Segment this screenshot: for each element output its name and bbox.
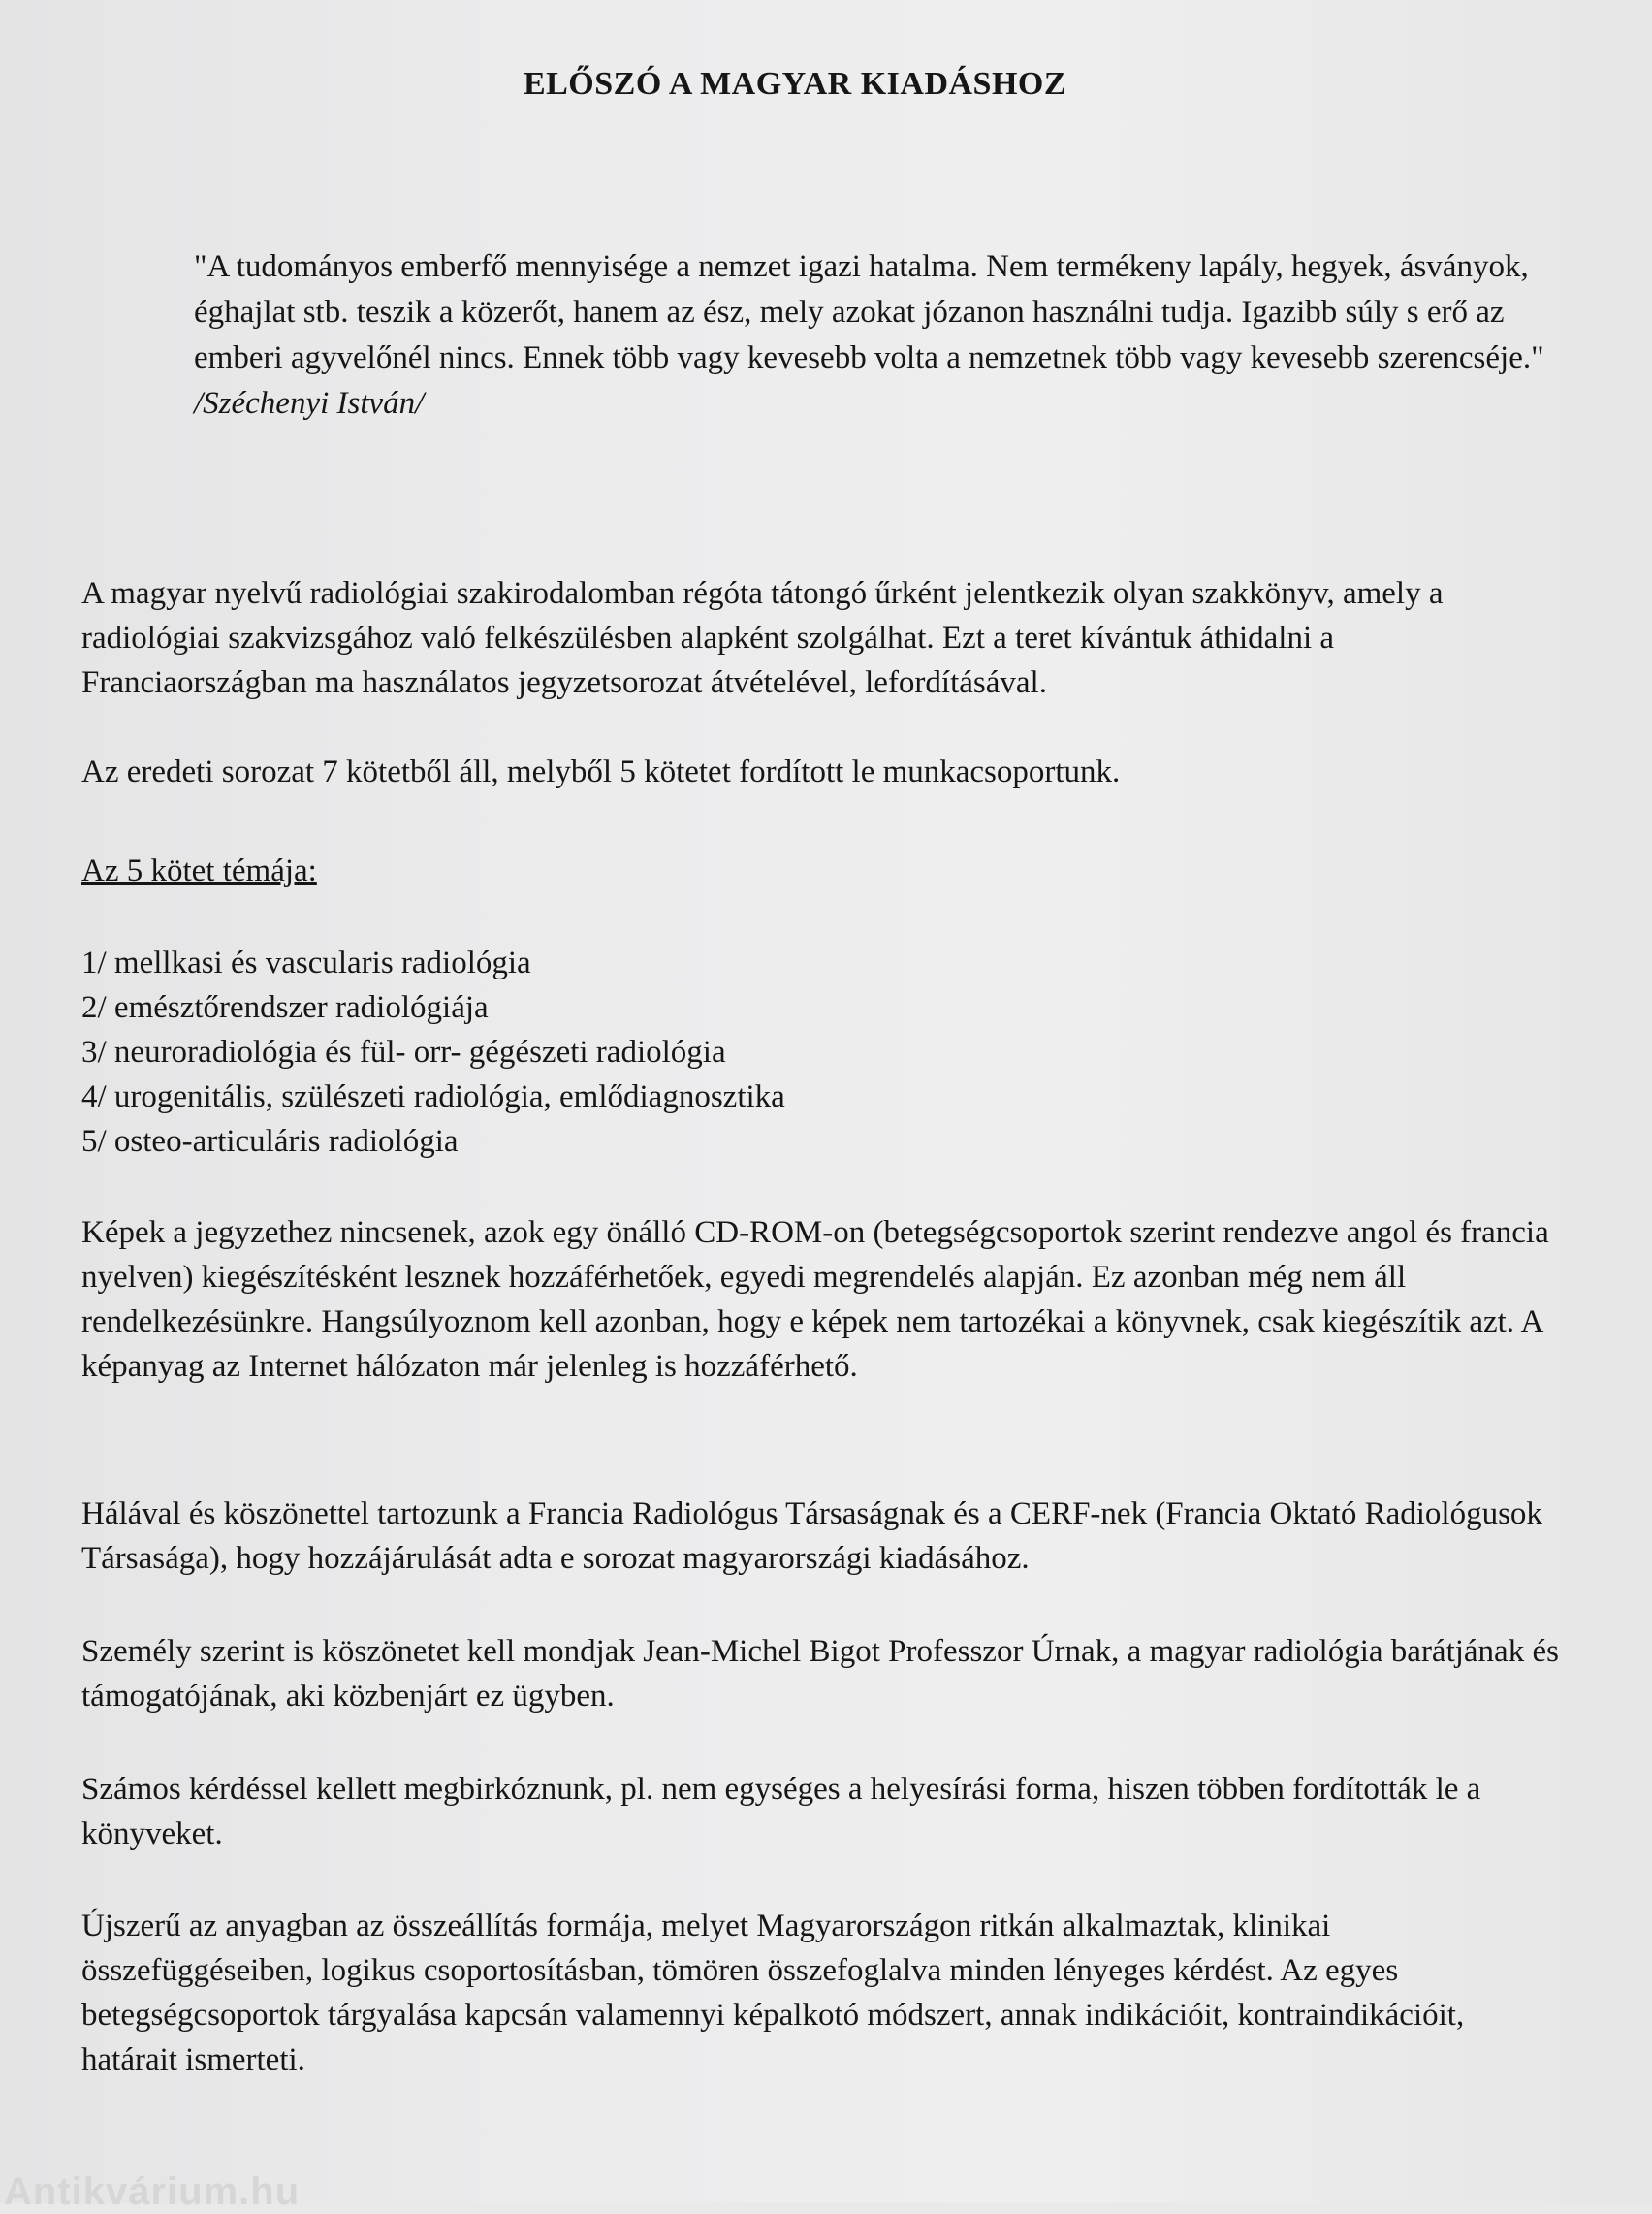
personal-thanks-paragraph: Személy szerint is köszönetet kell mondjak Jean-Michel Bigot Professzor Úrnak, a magyar radiológia barátjának és támogatójának, aki közbenjárt ez ügyben. <box>81 1634 1559 1714</box>
thanks-paragraph: Hálával és köszönettel tartozunk a Francia Radiológus Társaságnak és a CERF-nek (Francia Oktató Radiológusok Társasága), hogy hozzájárulását adta e sorozat magyarországi kiadásához. <box>81 1496 1542 1576</box>
watermark: Antikvárium.hu <box>4 2170 301 2213</box>
topics-heading <box>81 849 1565 893</box>
epigraph-quote <box>194 244 1551 427</box>
list-item: 5/ osteo-articuláris radiológia <box>81 1124 459 1159</box>
topics-list <box>81 941 785 1164</box>
list-item: 3/ neuroradiológia és fül- orr- gégészeti radiológia <box>81 1035 726 1070</box>
quote-author: /Széchenyi István/ <box>194 386 425 421</box>
page-title: ELŐSZÓ A MAGYAR KIADÁSHOZ <box>523 66 1067 102</box>
intro-paragraph: A magyar nyelvű radiológiai szakirodalomban régóta tátongó űrként jelentkezik olyan szakkönyv, amely a radiológiai szakvizsgához való felkészülésben alapként szolgálhat. Ezt a teret kívántuk áthidalni a Franciaországban ma használatos jegyzetsorozat átvételével, lefordításával. <box>81 576 1444 700</box>
list-item: 4/ urogenitális, szülészeti radiológia, emlődiagnosztika <box>81 1079 785 1114</box>
novelty-paragraph: Újszerű az anyagban az összeállítás formája, melyet Magyarországon ritkán alkalmaztak, klinikai összefüggéseiben, logikus csoportosításban, tömören összefoglalva minden lényeges kérdést. Az egyes betegségcsoportok tárgyalása kapcsán valamennyi képalkotó módszert, annak indikációit, kontraindikációit, határait ismerteti. <box>81 1909 1465 2077</box>
images-paragraph: Képek a jegyzethez nincsenek, azok egy önálló CD-ROM-on (betegségcsoportok szerint rendezve angol és francia nyelven) kiegészítésként lesznek hozzáférhetőek, egyedi megrendelés alapján. Ez azonban még nem áll rendelkezésünkre. Hangsúlyoznom kell azonban, hogy e képek nem tartozékai a könyvnek, csak kiegészítik azt. A képanyag az Internet hálózaton már jelenleg is hozzáférhető. <box>81 1215 1549 1384</box>
list-item: 1/ mellkasi és vascularis radiológia <box>81 946 531 980</box>
series-line: Az eredeti sorozat 7 kötetből áll, melyből 5 kötetet fordított le munkacsoportunk. <box>81 754 1121 789</box>
difficulties-paragraph: Számos kérdéssel kellett megbirkóznunk, pl. nem egységes a helyesírási forma, hiszen többen fordították le a könyveket. <box>81 1772 1481 1851</box>
quote-text: "A tudományos emberfő mennyisége a nemzet igazi hatalma. Nem termékeny lapály, hegyek, ásványok, éghajlat stb. teszik a közerőt, hanem az ész, mely azokat józanon használni tudja. Igazibb súly s erő az emberi agyvelőnél nincs. Ennek több vagy kevesebb volta a nemzetnek több vagy kevesebb szerencséje." <box>194 249 1544 375</box>
list-item: 2/ emésztőrendszer radiológiája <box>81 990 489 1025</box>
topics-heading-text: Az 5 kötet témája: <box>81 853 317 888</box>
